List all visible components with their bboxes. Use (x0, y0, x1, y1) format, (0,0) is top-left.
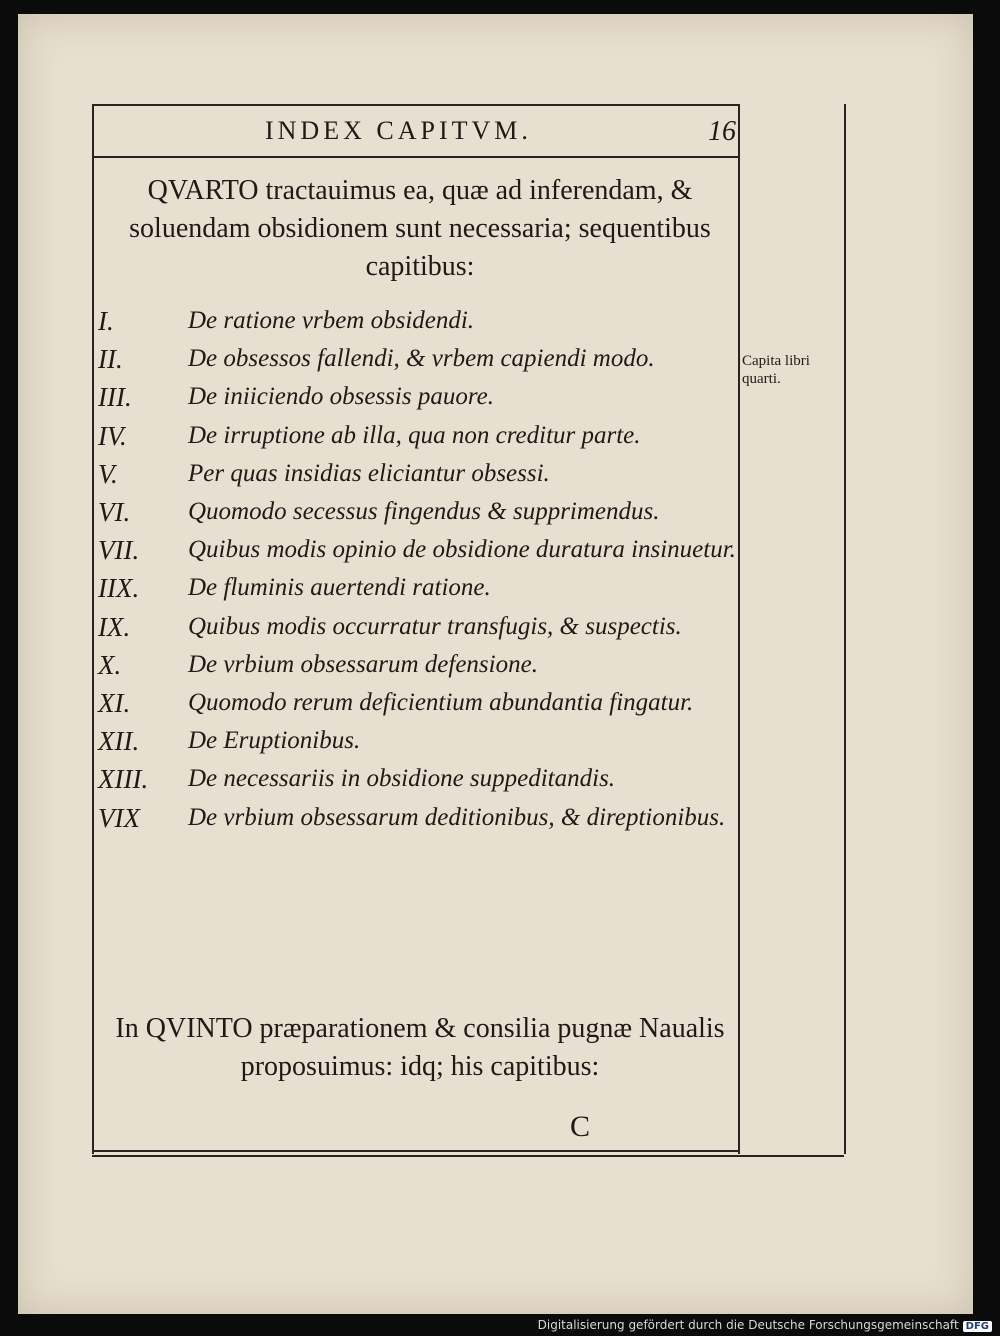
chapter-title: De necessariis in obsidione suppeditandis. (188, 765, 616, 793)
frame-bottom-rule (92, 1150, 740, 1152)
chapter-title: De fluminis auertendi ratione. (188, 574, 491, 602)
chapter-title: Quomodo rerum deficientium abundantia fingatur. (188, 689, 694, 717)
chapter-number: IX. (98, 611, 131, 642)
frame-right-rule (738, 104, 740, 1154)
page-number: 16 (708, 116, 736, 147)
chapter-title: De Eruptionibus. (188, 727, 361, 755)
chapter-entry (98, 722, 738, 760)
chapter-entry (98, 646, 738, 684)
chapter-number: X. (98, 649, 122, 680)
frame-left-rule (92, 104, 94, 1154)
chapter-title: De ratione vrbem obsidendi. (188, 307, 475, 334)
dfg-logo: DFG (963, 1321, 992, 1332)
chapter-number: XII. (98, 726, 140, 757)
chapter-entry (98, 455, 738, 493)
signature-mark: C (570, 1110, 591, 1143)
chapter-entry (98, 608, 738, 646)
digitization-footer (538, 1318, 992, 1332)
chapter-entry (98, 569, 738, 607)
running-head: INDEX CAPITVM. (265, 116, 532, 145)
chapter-entry (98, 417, 738, 455)
chapter-number: III. (98, 382, 132, 413)
chapter-number: VII. (98, 535, 140, 566)
intro-paragraph: QVARTO tractauimus ea, quæ ad inferendam, & soluendam obsidionem sunt necessaria; sequentibus capitibus: (129, 175, 711, 282)
outro-paragraph: In QVINTO præparationem & consilia pugnæ Naualis proposuimus: idq; his capitibus: (115, 1013, 725, 1082)
frame-top-rule (92, 104, 740, 106)
chapter-title: De vrbium obsessarum defensione. (188, 650, 538, 678)
footer-text: Digitalisierung gefördert durch die Deutsche Forschungsgemeinschaft (537, 1318, 959, 1332)
chapter-entry (98, 760, 738, 798)
chapter-number: VI. (98, 497, 131, 528)
header-rule (92, 156, 740, 158)
chapter-title: Quibus modis opinio de obsidione duratura insinuetur. (188, 536, 736, 564)
margin-note: Capita libri quarti. (742, 353, 810, 387)
chapter-number: IIX. (98, 573, 140, 604)
chapter-list (98, 302, 738, 837)
chapter-title: De irruptione ab illa, qua non creditur parte. (188, 421, 641, 449)
chapter-number: VIX (98, 802, 140, 833)
chapter-title: De obsessos fallendi, & vrbem capiendi modo. (188, 345, 655, 373)
chapter-number: IV. (98, 420, 127, 451)
chapter-entry (98, 684, 738, 722)
chapter-entry (98, 302, 738, 340)
chapter-entry (98, 799, 738, 837)
chapter-entry (98, 493, 738, 531)
chapter-number: XIII. (98, 764, 149, 795)
chapter-title: Quibus modis occurratur transfugis, & suspectis. (188, 612, 682, 640)
chapter-title: Per quas insidias eliciantur obsessi. (188, 459, 550, 487)
chapter-number: V. (98, 458, 118, 489)
chapter-title: Quomodo secessus fingendus & supprimendus. (188, 498, 660, 526)
chapter-entry (98, 531, 738, 569)
margin-outer-rule (844, 104, 846, 1154)
chapter-title: De iniiciendo obsessis pauore. (188, 383, 494, 411)
chapter-entry (98, 340, 738, 378)
frame-bottom-rule-outer (92, 1155, 844, 1157)
chapter-number: II. (98, 344, 123, 375)
chapter-number: I. (98, 306, 114, 336)
chapter-title: De vrbium obsessarum deditionibus, & direptionibus. (188, 803, 726, 831)
chapter-number: XI. (98, 688, 131, 719)
chapter-entry (98, 378, 738, 416)
